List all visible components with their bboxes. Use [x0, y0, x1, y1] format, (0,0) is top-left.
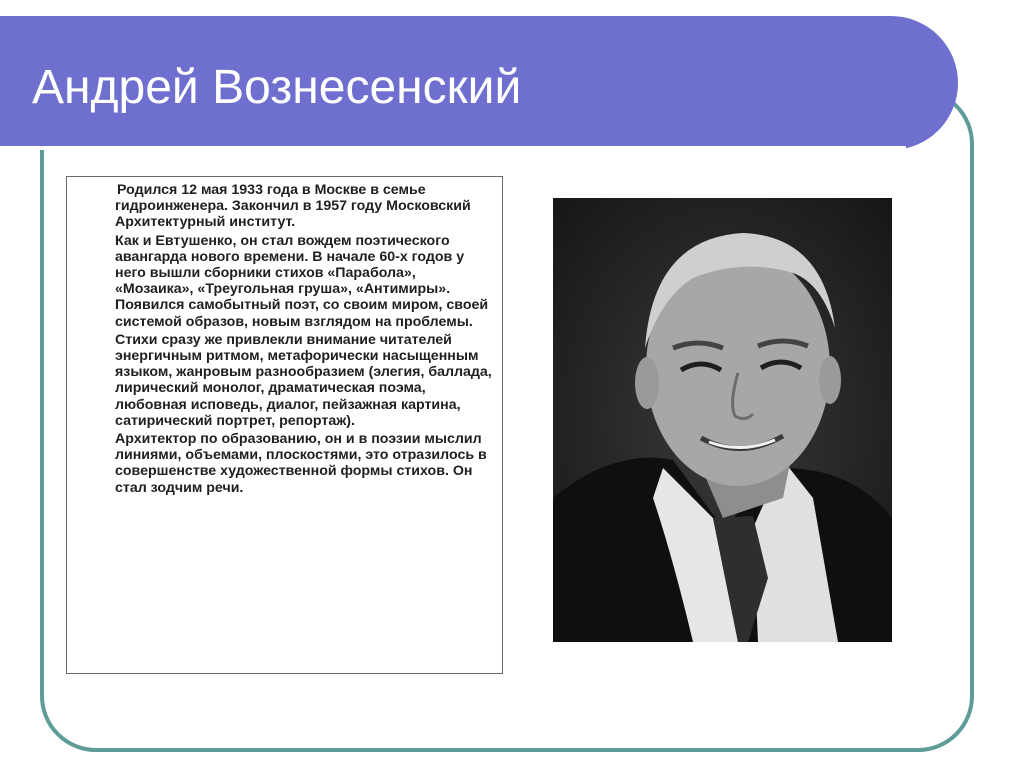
paragraph-poetry-style: Стихи сразу же привлекли внимание читателей энергичным ритмом, метафорически насыщенным языком, жанровым разнообразием (элегия, баллада, лирический монолог, драматическая поэма, любовная исповедь, диалог, пейзажная картина, сатирический портрет, репортаж). [115, 331, 492, 429]
portrait-photo [553, 198, 892, 642]
title-underline [0, 146, 906, 150]
title-bar [0, 16, 958, 150]
paragraph-avant-garde: Как и Евтушенко, он стал вождем поэтического авангарда нового времени. В начале 60-х годов у него вышли сборники стихов «Парабола», «Мозаика», «Треугольная груша», «Антимиры». Появился самобытный поэт, со своим миром, своей системой образов, новым взглядом на проблемы. [115, 232, 489, 330]
slide-title: Андрей Вознесенский [32, 61, 522, 114]
biography-textbox [66, 176, 503, 674]
paragraph-birth: Родился 12 мая 1933 года в Москве в семье гидроинженера. Закончил в 1957 году Московский Архитектурный институт. [115, 182, 471, 231]
paragraph-architect: Архитектор по образованию, он и в поэзии мыслил линиями, объемами, плоскостями, это отразилось в совершенстве художественной формы стихов. Он стал зодчим речи. [115, 431, 487, 496]
